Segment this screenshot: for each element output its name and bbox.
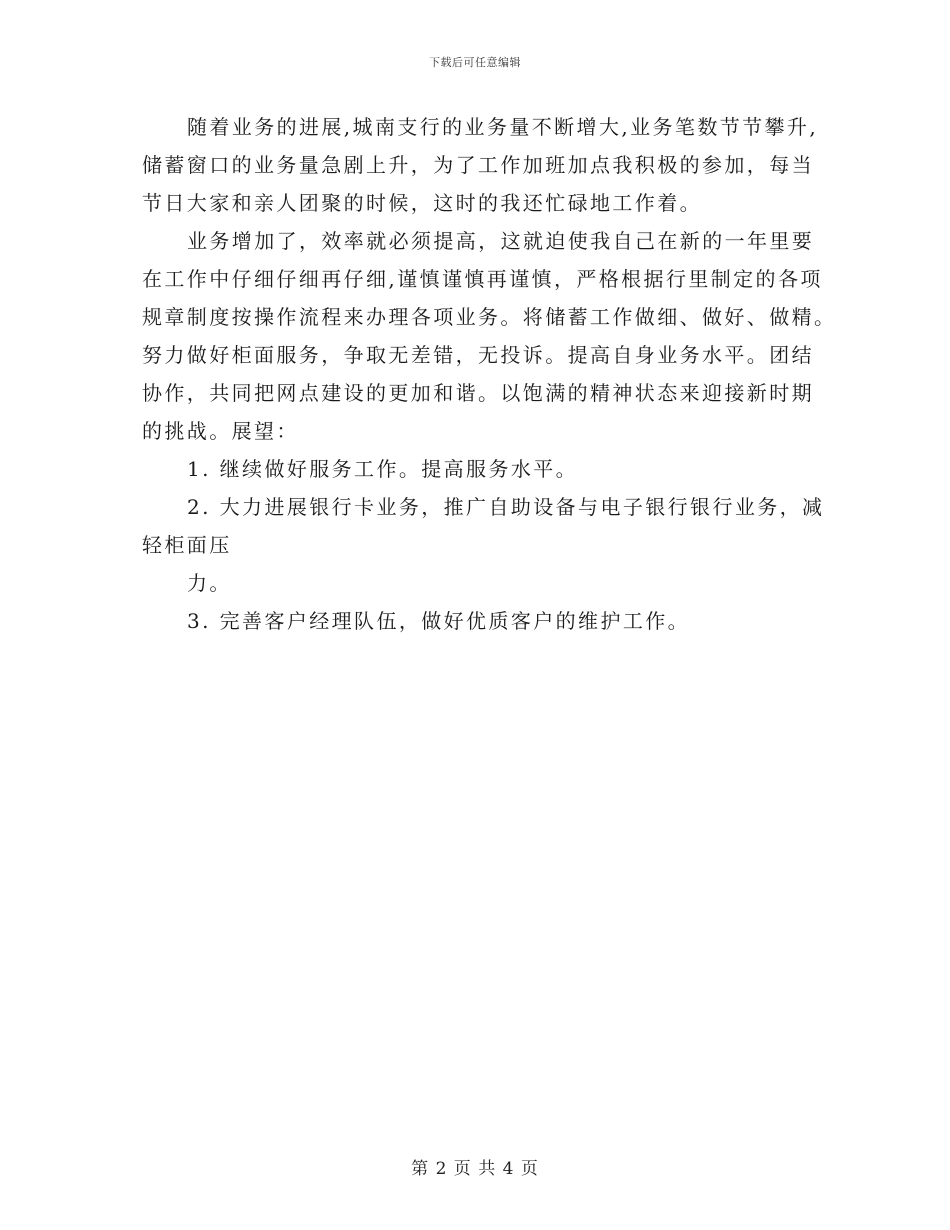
list-item-continuation: 力。 (187, 571, 232, 595)
paragraph-line: 努力做好柜面服务，争取无差错，无投诉。提高自身业务水平。团结 (142, 343, 814, 367)
list-item: 2. 大力进展银行卡业务，推广自助设备与电子银行银行业务，减 (187, 495, 825, 519)
paragraph-line: 协作，共同把网点建设的更加和谐。以饱满的精神状态来迎接新时期 (142, 381, 814, 405)
document-body (142, 108, 837, 640)
paragraph-line: 规章制度按操作流程来办理各项业务。将储蓄工作做细、做好、做精。 (142, 305, 837, 329)
page-number: 第 2 页 共 4 页 (411, 1159, 539, 1179)
paragraph-line: 节日大家和亲人团聚的时候，这时的我还忙碌地工作着。 (142, 191, 702, 215)
header-note: 下载后可任意编辑 (429, 56, 521, 69)
list-item-continuation: 轻柜面压 (142, 533, 232, 557)
paragraph-line: 在工作中仔细仔细再仔细,谨慎谨慎再谨慎，严格根据行里制定的各项 (142, 267, 823, 291)
paragraph-line: 随着业务的进展,城南支行的业务量不断增大,业务笔数节节攀升, (187, 115, 819, 139)
paragraph-line: 业务增加了，效率就必须提高，这就迫使我自己在新的一年里要 (187, 229, 815, 253)
list-item: 3. 完善客户经理队伍，做好优质客户的维护工作。 (187, 609, 691, 633)
paragraph-line: 储蓄窗口的业务量急剧上升，为了工作加班加点我积极的参加，每当 (142, 153, 814, 177)
list-item: 1. 继续做好服务工作。提高服务水平。 (187, 457, 579, 481)
paragraph-line: 的挑战。展望： (142, 419, 299, 443)
